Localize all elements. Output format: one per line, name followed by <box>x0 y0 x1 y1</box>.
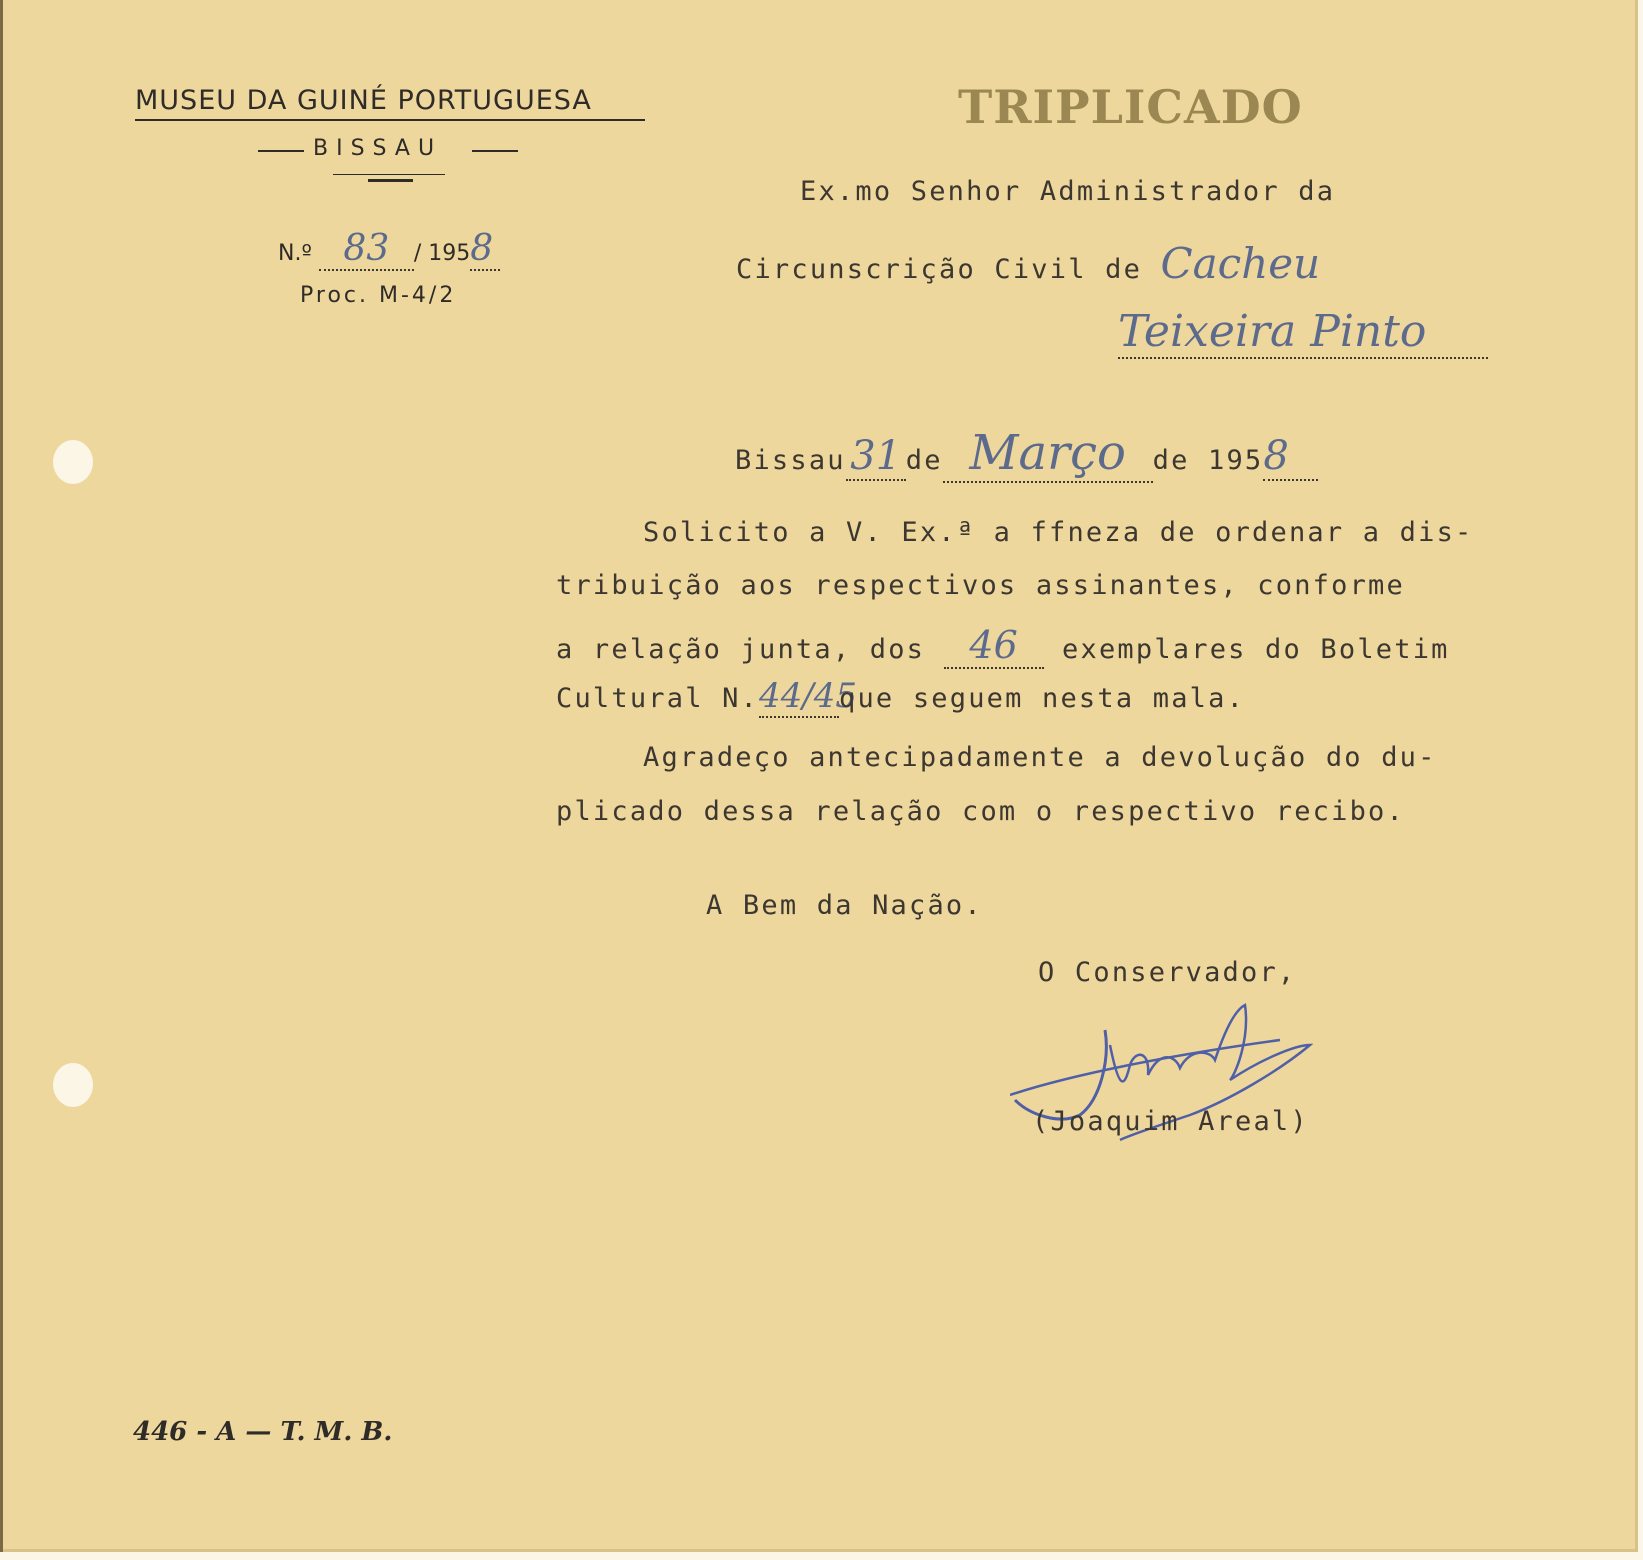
punch-hole-top <box>53 440 93 484</box>
institution-underline <box>135 119 645 121</box>
divider-thin <box>333 174 445 175</box>
month-field <box>943 425 1153 483</box>
date-month: Março <box>969 425 1126 481</box>
addressee-name-field <box>1118 306 1488 359</box>
closing-salutation: A Bem da Nação. <box>706 890 983 921</box>
day-field <box>846 433 906 481</box>
city-dash-left <box>258 150 304 152</box>
page-edge <box>0 0 3 1552</box>
institution-name: MUSEU DA GUINÉ PORTUGUESA <box>135 85 592 116</box>
number-value: 83 <box>343 228 390 269</box>
date-prefix: Bissau <box>735 445 846 476</box>
body-p1-line-2: tribuição aos respectivos assinantes, conforme <box>556 570 1405 601</box>
body-p2-line-1: Agradeço antecipadamente a devolução do du- <box>643 742 1437 773</box>
body-p1-line-4 <box>556 676 1245 718</box>
addressee-name: Teixeira Pinto <box>1118 306 1427 357</box>
body-p1-line-3 <box>556 623 1450 669</box>
year-prefix: / 195 <box>413 241 471 266</box>
body-p1-line-4-end: que seguem nesta mala. <box>839 683 1246 714</box>
date-day: 31 <box>850 433 902 479</box>
year-field <box>470 228 500 271</box>
document-number <box>278 228 500 271</box>
number-field <box>319 228 414 271</box>
date-de-1: de <box>905 445 943 476</box>
addressee-line-1: Ex.mo Senhor Administrador da <box>800 176 1336 207</box>
year-field-date <box>1263 433 1318 481</box>
body-p2-line-2: plicado dessa relação com o respectivo recibo. <box>556 796 1405 827</box>
closing-title: O Conservador, <box>1038 957 1297 988</box>
issue-number: 44/45 <box>759 676 857 716</box>
body-p1-line-1: Solicito a V. Ex.ª a ffneza de ordenar a dis- <box>643 517 1474 548</box>
body-p1-line-4-start: Cultural N. <box>556 683 760 714</box>
body-p1-line-3-start: a relação junta, dos <box>556 634 926 665</box>
issue-field <box>759 676 857 718</box>
addressee-district: Circunscrição Civil de <box>736 254 1143 285</box>
triplicate-stamp: TRIPLICADO <box>958 80 1303 134</box>
punch-hole-bottom <box>53 1063 93 1107</box>
form-code: 446 - A — T. M. B. <box>133 1417 393 1447</box>
signer-name: (Joaquim Areal) <box>1032 1106 1309 1137</box>
city-name: BISSAU <box>313 136 443 161</box>
date-de-2: de 195 <box>1152 445 1264 476</box>
copies-field <box>944 623 1044 669</box>
body-p1-line-3-end: exemplares do Boletim <box>1062 634 1450 665</box>
number-label: N.º <box>278 241 312 266</box>
addressee-line-2 <box>736 239 1320 288</box>
divider-thick <box>368 179 413 182</box>
copies-count: 46 <box>969 623 1018 667</box>
date-year-suffix: 8 <box>1263 433 1289 479</box>
year-suffix: 8 <box>470 228 494 269</box>
date-line <box>735 425 1318 483</box>
city-dash-right <box>472 150 518 152</box>
addressee-place: Cacheu <box>1160 239 1321 288</box>
process-reference: Proc. M-4/2 <box>300 283 457 308</box>
